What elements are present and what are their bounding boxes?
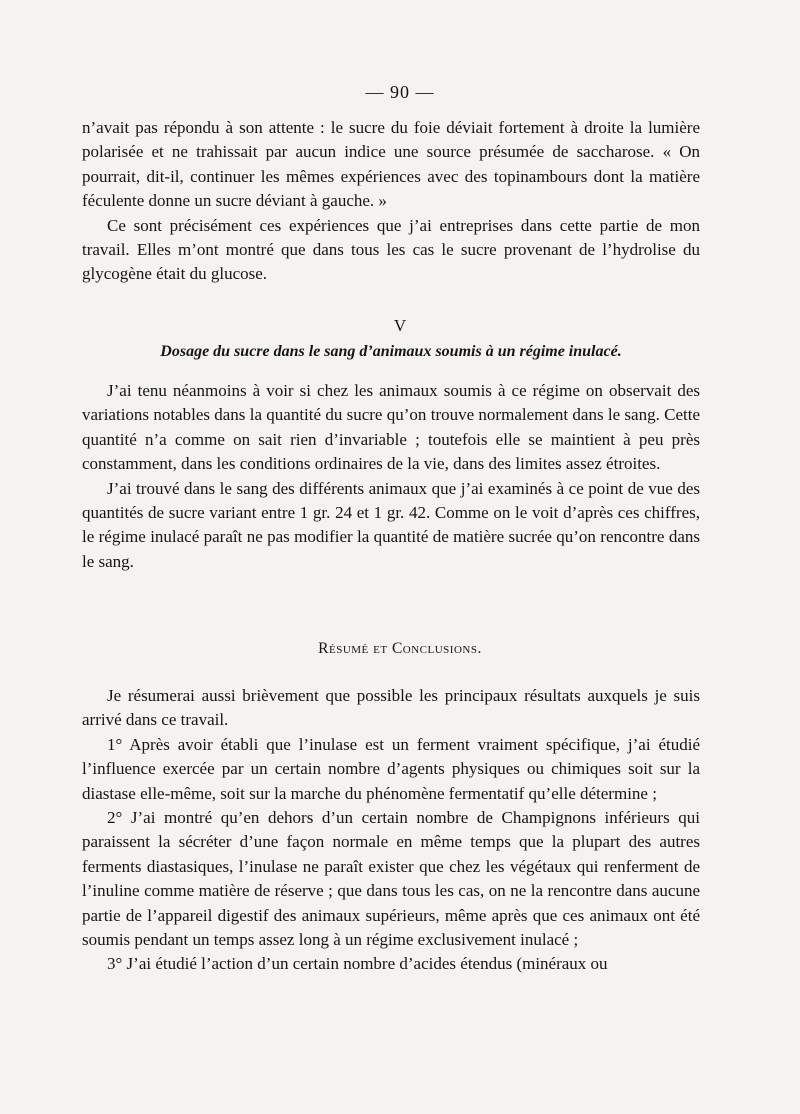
resume-text [82, 684, 700, 977]
paragraph: Ce sont précisément ces expériences que j’ai entreprises dans cette partie de mon travail. Elles m’ont montré que dans tous les cas le sucre provenant de l’hydrolise du glycogène était du glucose. [82, 215, 700, 284]
section-title: Dosage du sucre dans le sang d’animaux soumis à un régime inulacé. [160, 343, 622, 360]
paragraph: 1° Après avoir établi que l’inulase est un ferment vraiment spécifique, j’ai étudié l’influence exercée par un certain nombre d’agents physiques ou chimiques soit sur la diastase elle-même, soit sur la marche du phénomène fermentatif qu’elle détermine ; [82, 734, 700, 803]
paragraph: 3° J’ai étudié l’action d’un certain nombre d’acides étendus (minéraux ou [107, 954, 608, 974]
section-number: V [393, 316, 407, 335]
paragraph: n’avait pas répondu à son attente : le sucre du foie déviait fortement à droite la lumière polarisée et ne trahissait par aucun indice une source présumée de saccharose. « On pourrait, dit-il, continuer les mêmes expériences avec des topinambours dont la matière féculente donne un sucre déviant à gauche. » [82, 118, 700, 211]
paragraph: J’ai tenu néanmoins à voir si chez les animaux soumis à ce régime on observait des variations notables dans la quantité du sucre qu’on trouve normalement dans le sang. Cette quantité n’a comme on sait rien d’invariable ; toutefois elle se maintient à peu près constamment, dans les conditions ordinaires de la vie, dans des limites assez étroites. [82, 381, 700, 474]
page-number: — 90 — [365, 82, 435, 102]
resume-heading: Résumé et Conclusions. [318, 640, 482, 657]
section-text [82, 379, 700, 574]
paragraph: 2° J’ai montré qu’en dehors d’un certain nombre de Champignons inférieurs qui paraissent la sécréter d’une façon normale en même temps que la plupart des autres ferments diastasiques, l’inulase ne paraît exister que chez les végétaux qui renferment de l’inuline comme matière de réserve ; que dans tous les cas, on ne la rencontre dans aucune partie de l’appareil digestif des animaux supérieurs, même après que ces animaux ont été soumis pendant un temps assez long à un régime exclusivement inulacé ; [82, 808, 700, 950]
intro-text [82, 116, 700, 287]
paragraph: Je résumerai aussi brièvement que possible les principaux résultats auxquels je suis arrivé dans ce travail. [82, 686, 700, 730]
paragraph: J’ai trouvé dans le sang des différents animaux que j’ai examinés à ce point de vue des quantités de sucre variant entre 1 gr. 24 et 1 gr. 42. Comme on le voit d’après ces chiffres, le régime inulacé paraît ne pas modifier la quantité de matière sucrée qu’on rencontre dans le sang. [82, 478, 700, 571]
